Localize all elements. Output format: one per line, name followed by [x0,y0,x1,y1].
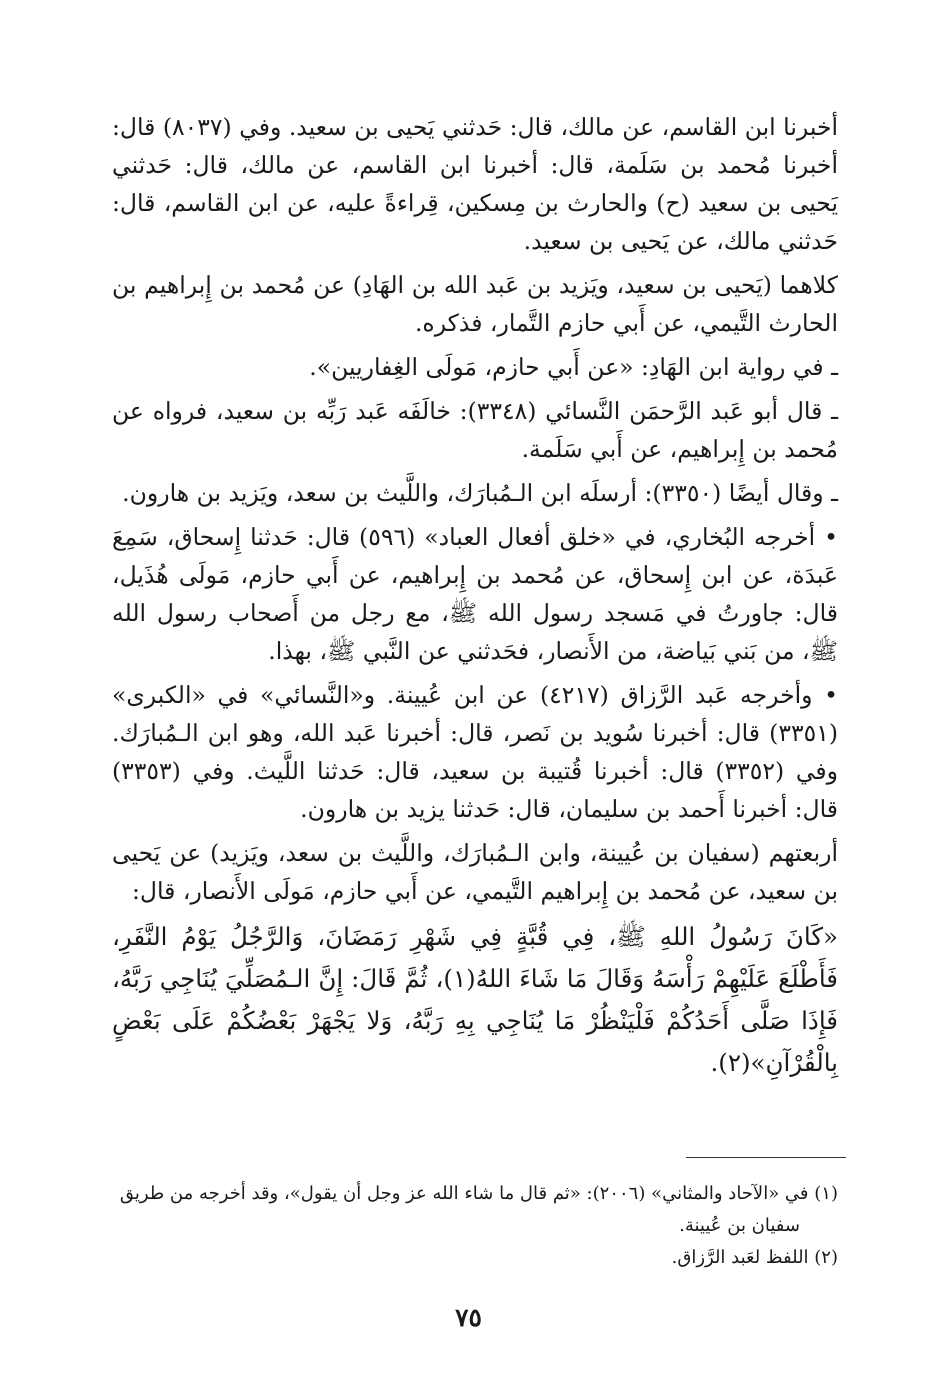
paragraph-bukhari-takhrij: • أخرجه البُخاري، في «خلق أفعال العباد» (٥٩٦) قال: حَدثنا إِسحاق، سَمِعَ عَبدَة، عن ابن إِسحاق، عن مُحمد بن إِبراهيم، عن أَبي حازم، مَولَى هُذَيل، قال: جاورتُ في مَسجد رسول الله ﷺ، مع رجل من أَصحاب رسول الله ﷺ، من بَني بَياضة، من الأَنصار، فحَدثني عن النَّبي ﷺ، بهذا. [112,523,838,665]
paragraph-isnad-1: أخبرنا ابن القاسم، عن مالك، قال: حَدثني يَحيى بن سعيد. وفي (٨٠٣٧) قال: أخبرنا مُحمد بن سَلَمة، قال: أخبرنا ابن القاسم، عن مالك، قال: حَدثني يَحيى بن سعيد (ح) والحارث بن مِسكين، قِراءةً عليه، عن ابن القاسم، قال: حَدثني مالك، عن يَحيى بن سعيد. [112,113,838,255]
paragraph-nasai-note-2: ـ وقال أيضًا (٣٣٥٠): أرسلَه ابن الـمُبارَك، واللَّيث بن سعد، ويَزيد بن هارون. [122,479,838,507]
footnotes [112,1178,838,1274]
paragraph-arbaatuhum: أربعتهم (سفيان بن عُيينة، وابن الـمُبارَك، واللَّيث بن سعد، ويَزيد) عن يَحيى بن سعيد، عن مُحمد بن إِبراهيم التَّيمي، عن أَبي حازم، مَولَى الأَنصار، قال: [112,839,838,905]
footnote-1-line-2: سفيان بن عُيينة. [679,1215,800,1236]
footnote-1-line-1: (١) في «الآحاد والمثاني» (٢٠٠٦): «ثم قال ما شاء الله عز وجل أن يقول»، وقد أخرجه من طريق [119,1183,838,1204]
paragraph-riwaya-note: ـ في رواية ابن الهَادِ: «عن أَبي حازم، مَولَى الغِفاريين». [309,353,838,381]
page-number: ٧٥ [455,1303,482,1332]
footnote-2: (٢) اللفظ لعَبد الرَّزاق. [671,1247,838,1268]
hadith-matn: «كَانَ رَسُولُ اللهِ ﷺ، فِي قُبَّةٍ فِي شَهْرِ رَمَضَانَ، وَالرَّجُلُ يَوْمُ النَّفَرِ، فَأَطْلَعَ عَلَيْهِمْ رَأْسَهُ وَقَالَ مَا شَاءَ اللهُ(١)، ثُمَّ قَالَ: إِنَّ الـمُصَلِّيَ يُنَاجِي رَبَّهُ، فَإِذَا صَلَّى أَحَدُكُمْ فَلْيَنْظُرْ مَا يُنَاجِي بِهِ رَبَّهُ، وَلا يَجْهَرْ بَعْضُكُمْ عَلَى بَعْضٍ بِالْقُرْآنِ»(٢). [112,922,838,1077]
main-text [112,108,838,1084]
paragraph-isnad-2: كلاهما (يَحيى بن سعيد، ويَزيد بن عَبد الله بن الهَادِ) عن مُحمد بن إِبراهيم بن الحارث التَّيمي، عن أَبي حازم التَّمار، فذكره. [112,271,838,337]
paragraph-nasai-note: ـ قال أبو عَبد الرَّحمَن النَّسائي (٣٣٤٨): خالَفَه عَبد رَبِّه بن سعيد، فرواه عن مُحمد بن إِبراهيم، عن أَبي سَلَمة. [112,397,838,463]
paragraph-abdurrazzaq-takhrij: • وأخرجه عَبد الرَّزاق (٤٢١٧) عن ابن عُيينة. و«النَّسائي» في «الكبرى» (٣٣٥١) قال: أخبرنا سُويد بن نَصر، قال: أخبرنا عَبد الله، وهو ابن الـمُبارَك. وفي (٣٣٥٢) قال: أخبرنا قُتيبة بن سعيد، قال: حَدثنا اللَّيث. وفي (٣٣٥٣) قال: أخبرنا أَحمد بن سليمان، قال: حَدثنا يزيد بن هارون. [112,681,839,823]
footnote-separator [686,1157,846,1158]
